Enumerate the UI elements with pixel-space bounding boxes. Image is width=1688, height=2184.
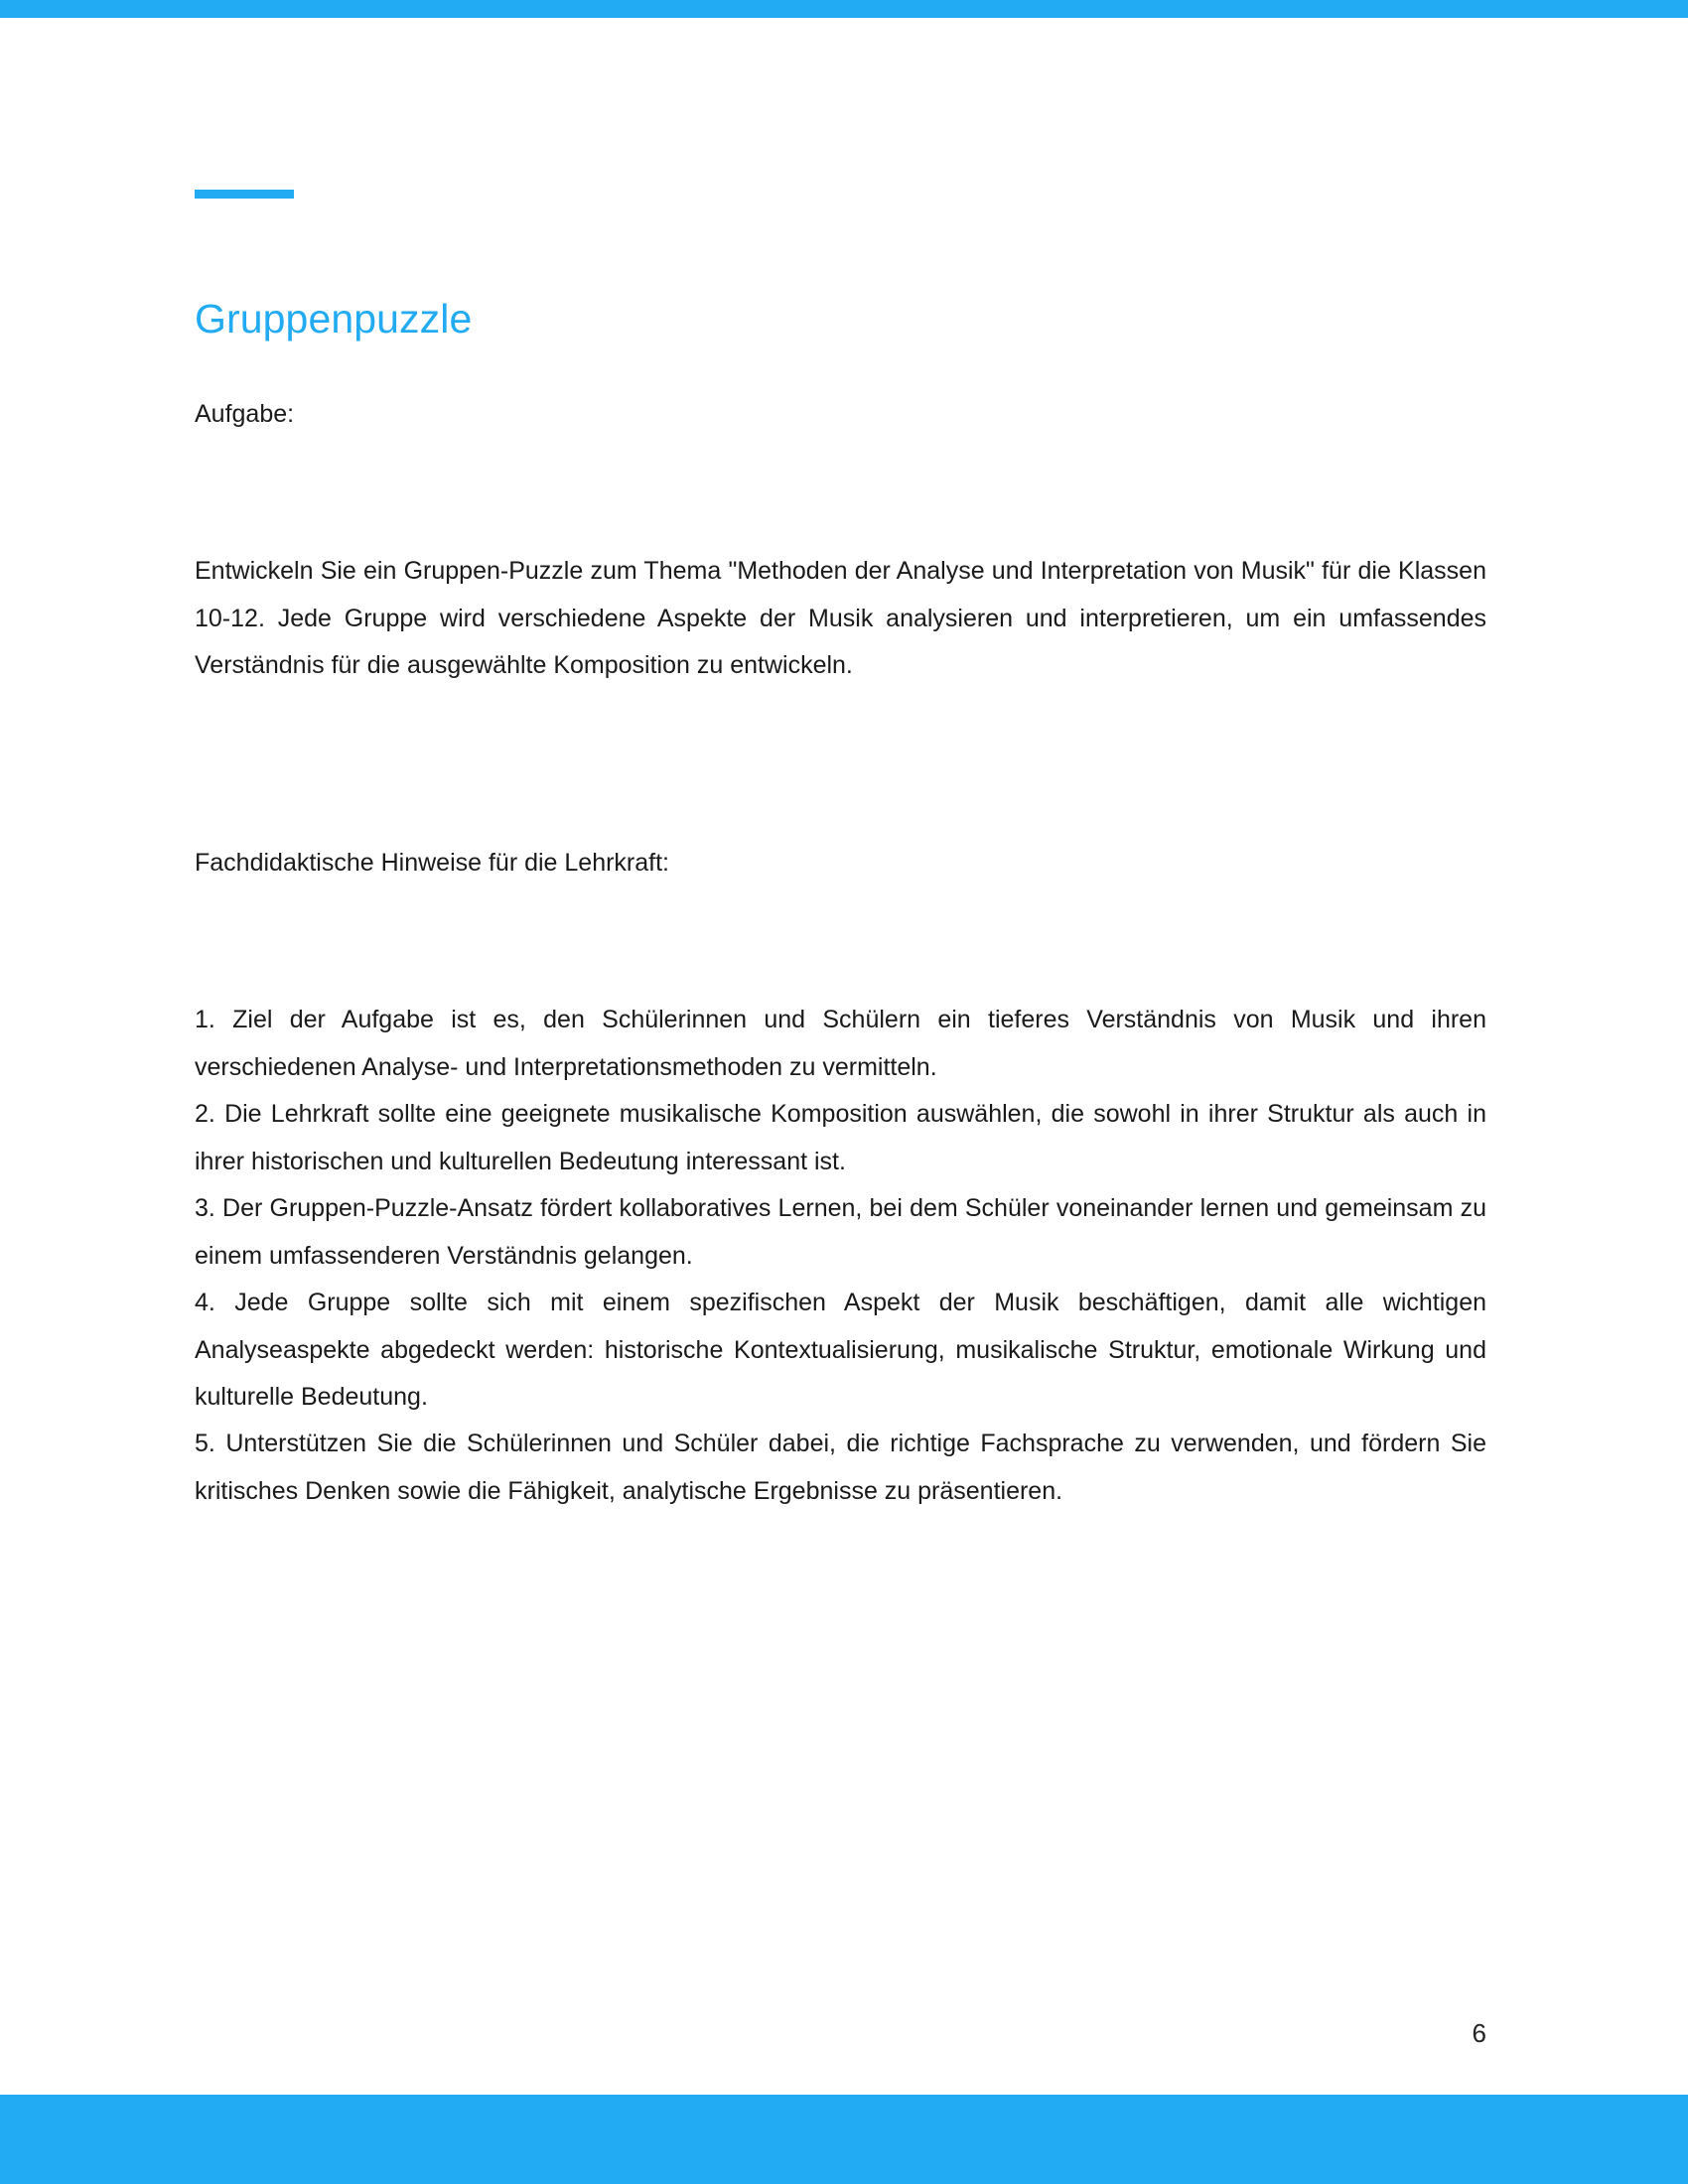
note-item-1: 1. Ziel der Aufgabe ist es, den Schülerinnen und Schülern ein tieferes Verständnis von Musik und ihren verschiedenen Analyse- und Interpretationsmethoden zu vermitteln. xyxy=(195,1006,1486,1081)
title-accent-dash xyxy=(195,190,294,199)
section-label-aufgabe: Aufgabe: xyxy=(195,400,295,428)
section-label-hinweise: Fachdidaktische Hinweise für die Lehrkraft: xyxy=(195,849,670,877)
note-item-5: 5. Unterstützen Sie die Schülerinnen und Schüler dabei, die richtige Fachsprache zu verwenden, und fördern Sie kritisches Denken sowie die Fähigkeit, analytische Ergebnisse zu präsentieren. xyxy=(195,1430,1486,1505)
bottom-accent-bar xyxy=(0,2095,1688,2184)
page-title: Gruppenpuzzle xyxy=(195,296,473,341)
paragraph-intro: Entwickeln Sie ein Gruppen-Puzzle zum Thema "Methoden der Analyse und Interpretation von Musik" für die Klassen 10-12. Jede Gruppe wird verschiedene Aspekte der Musik analysieren und interpretieren, um ein umfassendes Verständnis für die ausgewählte Komposition zu entwickeln. xyxy=(195,557,1486,679)
note-item-3: 3. Der Gruppen-Puzzle-Ansatz fördert kollaboratives Lernen, bei dem Schüler voneinander lernen und gemeinsam zu einem umfassenderen Verständnis gelangen. xyxy=(195,1194,1486,1270)
top-accent-bar xyxy=(0,0,1688,18)
note-item-2: 2. Die Lehrkraft sollte eine geeignete musikalische Komposition auswählen, die sowohl in ihrer Struktur als auch in ihrer historischen und kulturellen Bedeutung interessant ist. xyxy=(195,1100,1486,1175)
note-item-4: 4. Jede Gruppe sollte sich mit einem spezifischen Aspekt der Musik beschäftigen, damit alle wichtigen Analyseaspekte abgedeckt werden: historische Kontextualisierung, musikalische Struktur, emotionale Wirkung und kulturelle Bedeutung. xyxy=(195,1289,1486,1411)
page-number: 6 xyxy=(1472,2018,1486,2048)
